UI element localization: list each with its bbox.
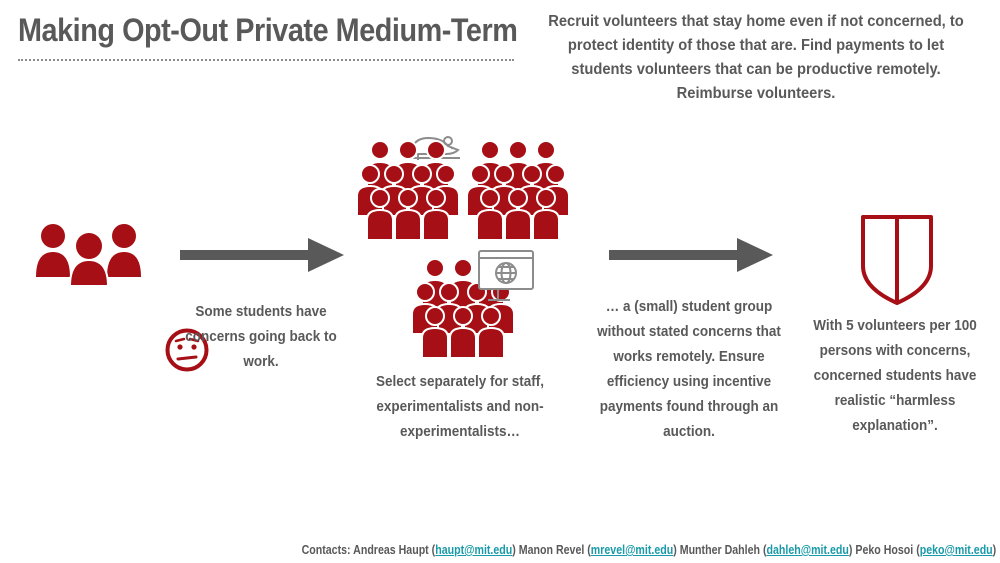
email-link[interactable]: mrevel@mit.edu — [590, 543, 673, 557]
arrow-icon — [609, 238, 774, 274]
group-text: … a (small) student group without stated concerns that works remotely. Ensure efficiency using incentive payments found through an auction. — [597, 298, 781, 440]
select-text: Select separately for staff, experimentalists and non-experimentalists… — [375, 373, 545, 440]
email-link[interactable]: dahleh@mit.edu — [766, 543, 849, 557]
monitor-globe-icon — [476, 248, 536, 304]
title-divider — [18, 59, 514, 61]
contacts-line: Contacts: Andreas Haupt (haupt@mit.edu) Manon Revel (mrevel@mit.edu) Munther Dahleh (dahleh@mit.edu) Peko Hosoi (peko@mit.edu) — [301, 543, 996, 557]
email-link[interactable]: haupt@mit.edu — [434, 543, 513, 557]
contact-name: Andreas Haupt — [352, 543, 429, 557]
crowd-icon — [476, 140, 560, 242]
contact-name: Munther Dahleh — [679, 543, 760, 557]
concerns-text: Some students have concerns going back to work. — [185, 303, 337, 370]
page-title: Making Opt-Out Private Medium-Term — [18, 12, 518, 48]
group-icon — [36, 222, 142, 286]
contact-name: Peko Hosoi — [855, 543, 914, 557]
result-text: With 5 volunteers per 100 persons with concerns, concerned students have realistic “harmless explanation”. — [813, 317, 977, 434]
contacts-prefix: Contacts: — [301, 543, 351, 557]
summary-text: Recruit volunteers that stay home even if not concerned, to protect identity of those that are. Find payments to let students volunteers that can be productive remotely. Reimburse volunteers. — [548, 13, 964, 102]
contact-name: Manon Revel — [518, 543, 585, 557]
arrow-icon — [180, 238, 345, 274]
crowd-icon — [366, 140, 450, 242]
email-link[interactable]: peko@mit.edu — [919, 543, 993, 557]
shield-icon — [860, 214, 934, 306]
